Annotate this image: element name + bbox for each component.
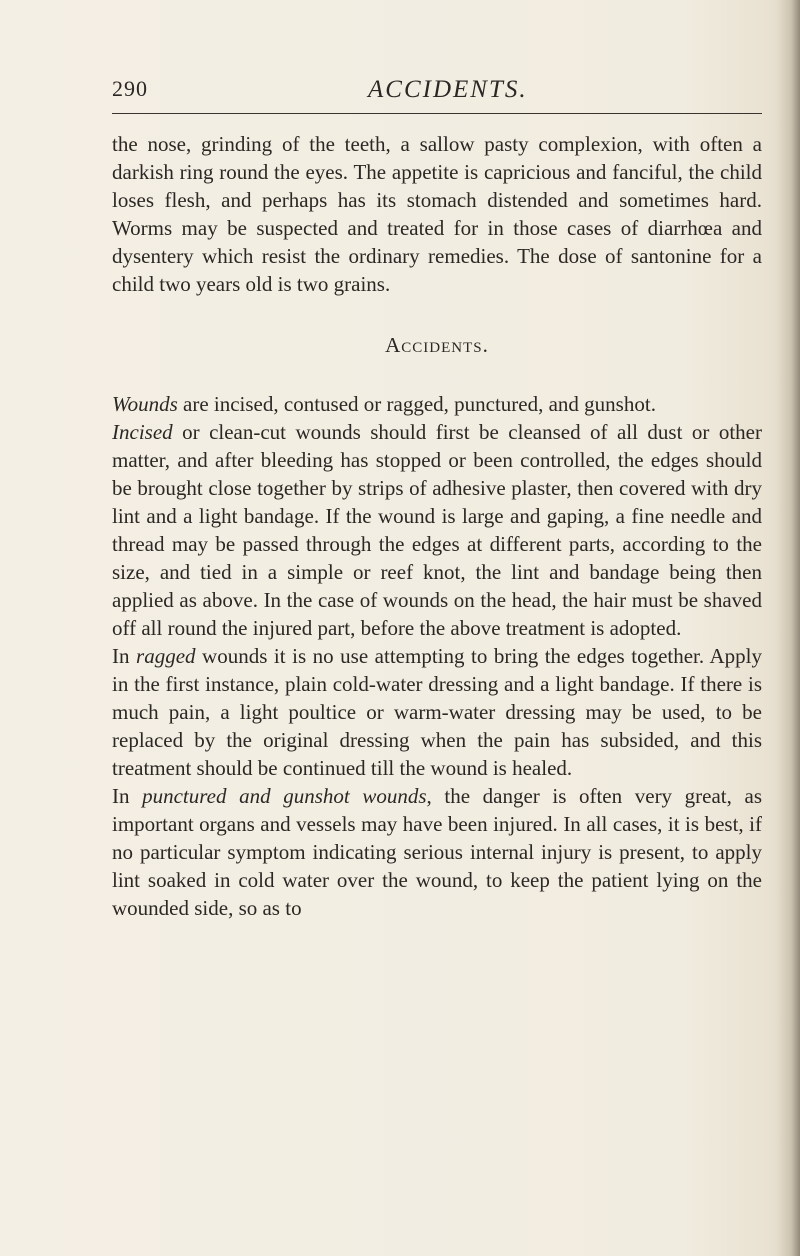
paragraph-wounds-text: are incised, contused or ragged, punctured, and gunshot. [177,392,656,416]
paragraph-ragged-lead: In [112,644,137,668]
term-ragged: ragged [136,644,196,668]
section-heading: Accidents. [385,333,489,357]
paragraph-punctured-lead: In [112,784,143,808]
paragraph-ragged [112,642,762,782]
paragraph-ragged-text: wounds it is no use attempting to bring the edges together. Apply in the first instance, plain cold-water dressing and a light bandage. If there is much pain, a light poultice or warm-water dressing may be used, to be replaced by the original dressing when the pain has subsided, and this treatment should be continued till the wound is healed. [112,644,762,780]
term-wounds: Wounds [112,392,178,416]
body-text [112,130,762,922]
term-incised: Incised [112,420,173,444]
paragraph-punctured-text: , the danger is often very great, as important organs and vessels may have been injured. In all cases, it is best, if no particular symptom indicating serious internal injury is present, to apply lint soaked in cold water over the wound, to keep the patient lying on the wounded side, so as to [112,784,762,920]
term-punctured-gunshot: punctured and gunshot wounds [142,784,427,808]
page-edge-shadow [778,0,800,1256]
paragraph-continuation: the nose, grinding of the teeth, a sallow pasty complexion, with often a darkish ring round the eyes. The appetite is capricious and fanciful, the child loses flesh, and perhaps has its stomach distended and sometimes hard. Worms may be suspected and treated for in those cases of diarrhœa and dysentery which resist the ordinary remedies. The dose of santonine for a child two years old is two grains. [112,132,762,296]
page-header [112,68,762,108]
running-head: ACCIDENTS. [368,76,528,103]
paragraph-punctured [112,782,762,922]
paragraph-incised [112,418,762,642]
page-number: 290 [112,76,148,101]
paragraph-wounds [112,390,762,418]
paragraph-incised-text: or clean-cut wounds should first be cleansed of all dust or other matter, and after bleeding has stopped or been controlled, the edges should be brought close together by strips of adhesive plaster, then covered with dry lint and a light bandage. If the wound is large and gaping, a fine needle and thread may be passed through the edges at different parts, according to the size, and tied in a simple or reef knot, the lint and bandage being then applied as above. In the case of wounds on the head, the hair must be shaved off all round the injured part, before the above treatment is adopted. [112,420,762,640]
header-rule [112,113,762,114]
